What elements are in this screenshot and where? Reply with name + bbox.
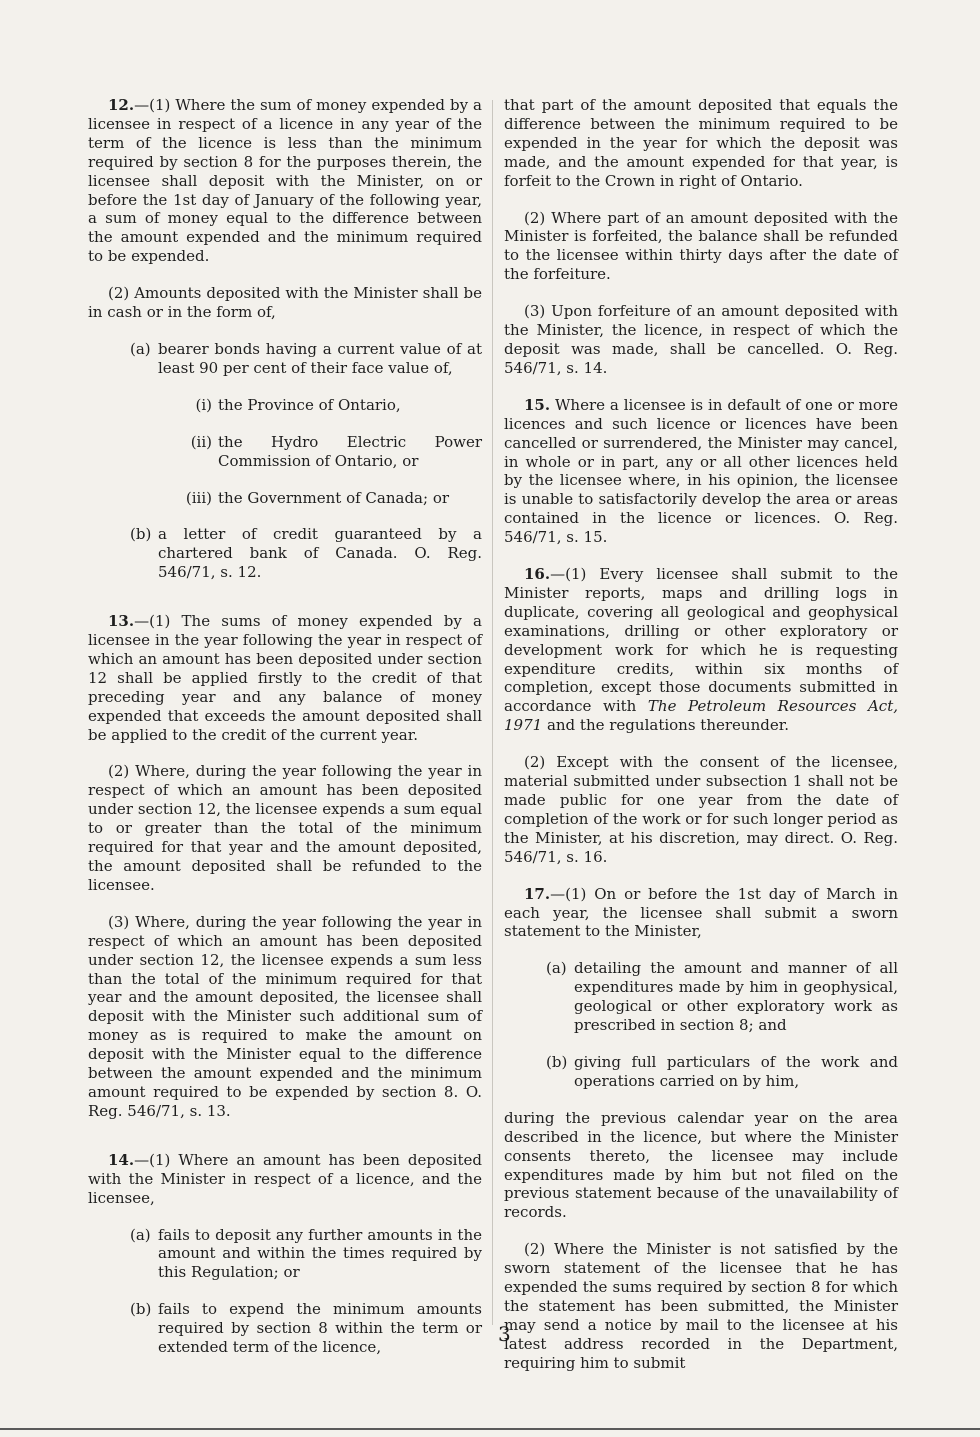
section-17-subsection-2: (2) Where the Minister is not satisfied by the sworn statement of the licensee that he has expended the sums required by section 8 for which the statement has been submitted, the Minister may send a notice by mail to the licensee at his latest address recorded in the Department, requiring him to submit [504,1240,898,1372]
clause-label: (a) [130,339,151,358]
section-13-subsection-3: (3) Where, during the year following the year in respect of which an amount has been deposited under section 12, the licensee expends a sum less than the total of the minimum required for that year and the amount deposited, the licensee shall deposit with the Minister such additional sum of money as is required to make the amount on deposit with the Minister equal to the difference between the amount expended and the minimum amount required to be expended by section 8. O. Reg. 546/71, s. 13. [88,912,482,1120]
section-13-number: 13. [108,612,135,631]
section-14-continuation: that part of the amount deposited that equals the difference between the minimum required to be expended in the year for which the deposit was made, and the amount expended for that year, is forfeit to the Crown in right of Ontario. [504,96,898,190]
section-12-subsection-1 [88,96,482,266]
section-12-subsection-1-text: —(1) Where the sum of money expended by a licensee in respect of a licence in any year of the term of the licence is less than the minimum required by section 8 for the purposes therein, the licensee shall deposit with the Minister, on or before the 1st day of January of the following year, a sum of money equal to the difference between the amount expended and the minimum required to be expended. [88,96,482,266]
section-14-clause-b [130,1300,482,1357]
section-12-subsection-2: (2) Amounts deposited with the Minister shall be in cash or in the form of, [88,284,482,322]
section-12-subclause-iii [180,489,482,508]
section-17-number: 17. [524,884,551,903]
clause-label: (b) [130,525,152,544]
section-17-subsection-1 [504,885,898,942]
section-16-subsection-2: (2) Except with the consent of the licensee, material submitted under subsection 1 shall not be made public for one year from the date of completion of the work or for such longer period as the Minister, at his discretion, may direct. O. Reg. 546/71, s. 16. [504,753,898,866]
page-number: 3 [498,1322,511,1346]
section-12-subclause-ii [180,433,482,471]
section-17-subsection-1-text: —(1) On or before the 1st day of March in each year, the licensee shall submit a sworn statement to the Minister, [504,884,898,941]
section-13-subsection-1-text: —(1) The sums of money expended by a licensee in the year following the year in respect of which an amount has been deposited under section 12 shall be applied firstly to the credit of that preceding year and any balance of money expended that exceeds the amount deposited shall be applied to the credit of the current year. [88,612,482,744]
section-16-text-b: and the regulations thereunder. [542,716,789,735]
section-17-clause-a [546,959,898,1035]
subclause-text: the Government of Canada; or [218,488,450,507]
act-title: The Petroleum Resources Act, 1971 [504,697,898,735]
section-13-subsection-1 [88,612,482,744]
left-column [88,96,482,1375]
section-14-subsection-3: (3) Upon forfeiture of an amount deposited with the Minister, the licence, in respect of which the deposit was made, shall be cancelled. O. Reg. 546/71, s. 14. [504,302,898,377]
section-12-clause-b [130,525,482,582]
clause-text: detailing the amount and manner of all expenditures made by him in geophysical, geological or other exploratory work as prescribed in section 8; and [574,959,898,1035]
column-divider [492,100,493,1325]
clause-label: (b) [130,1300,152,1319]
section-16-subsection-1 [504,565,898,735]
subclause-text: the Province of Ontario, [218,395,401,414]
clause-text: a letter of credit guaranteed by a chartered bank of Canada. O. Reg. 546/71, s. 12. [158,525,482,582]
clause-text: fails to expend the minimum amounts required by section 8 within the term or extended term of the licence, [158,1300,482,1357]
section-12-number: 12. [108,96,135,114]
section-14-subsection-1-text: —(1) Where an amount has been deposited with the Minister in respect of a licence, and the licensee, [88,1150,482,1207]
section-17-continuation: during the previous calendar year on the area described in the licence, but where the Minister consents thereto, the licensee may include expenditures made by him but not filed on the previous statement because of the unavailability of records. [504,1108,898,1222]
clause-label: (a) [130,1225,151,1244]
section-14-subsection-1 [88,1151,482,1208]
subclause-label: (ii) [190,432,212,451]
section-13-subsection-2: (2) Where, during the year following the year in respect of which an amount has been deposited under section 12, the licensee expends a sum equal to or greater than the total of the minimum required for that year and the amount deposited, the amount deposited shall be refunded to the licensee. [88,762,482,894]
clause-text: fails to deposit any further amounts in the amount and within the times required by this Regulation; or [158,1225,482,1282]
clause-text: giving full particulars of the work and operations carried on by him, [574,1052,898,1090]
section-12-subclause-i [180,396,482,415]
clause-label: (b) [546,1052,568,1071]
clause-text: bearer bonds having a current value of at least 90 per cent of their face value of, [158,339,482,377]
subclause-label: (i) [195,395,212,414]
section-14-clause-a [130,1226,482,1283]
section-14-number: 14. [108,1150,135,1169]
section-16-text-a: —(1) Every licensee shall submit to the Minister reports, maps and drilling logs in duplicate, covering all geological and geophysical examinations, drilling or other exploratory or development work for which he is requesting expenditure credits, within six months of completion, except those documents submitted in accordance with [504,565,898,716]
clause-label: (a) [546,959,567,978]
right-column [504,96,898,1391]
subclause-label: (iii) [185,488,212,507]
section-12-clause-a [130,340,482,378]
section-15-number: 15. [524,395,551,414]
section-14-subsection-2: (2) Where part of an amount deposited with the Minister is forfeited, the balance shall be refunded to the licensee within thirty days after the date of the forfeiture. [504,208,898,284]
subclause-text: the Hydro Electric Power Commission of Ontario, or [218,432,482,470]
section-17-clause-b [546,1053,898,1091]
section-15-text: Where a licensee is in default of one or more licences and such licence or licences have been cancelled or surrendered, the Minister may cancel, in whole or in part, any or all other licences held by the licensee where, in his opinion, the licensee is unable to satisfactorily develop the area or areas contained in the licence or licences. O. Reg. 546/71, s. 15. [504,395,898,547]
bottom-edge-rule [0,1428,980,1430]
section-15 [504,396,898,547]
section-16-number: 16. [524,565,551,584]
